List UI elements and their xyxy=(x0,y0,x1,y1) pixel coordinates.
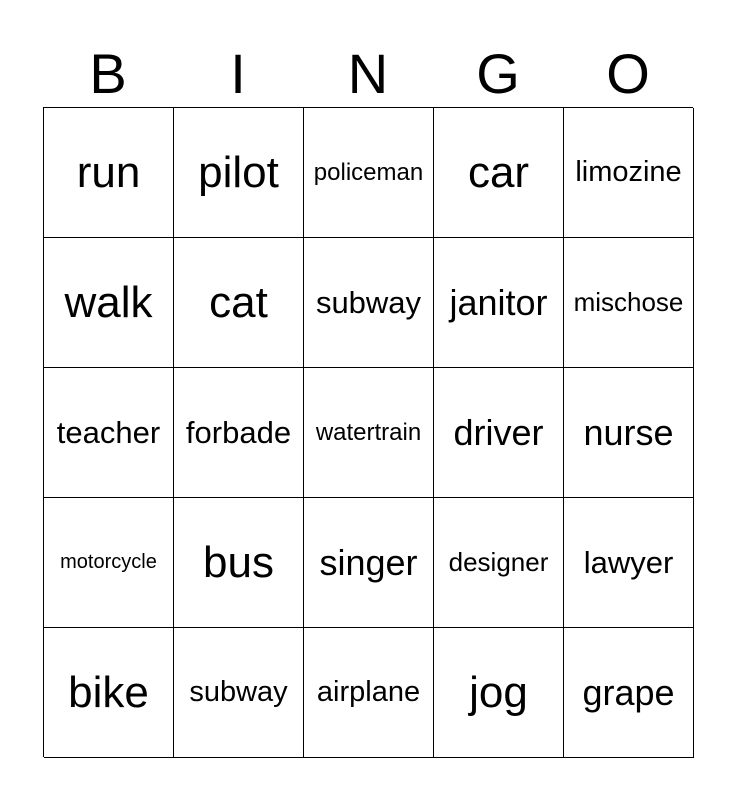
bingo-cell[interactable]: singer xyxy=(304,498,434,628)
bingo-cell[interactable]: limozine xyxy=(564,108,694,238)
bingo-cell[interactable]: watertrain xyxy=(304,368,434,498)
header-letter-o: O xyxy=(606,42,650,105)
bingo-cell[interactable]: nurse xyxy=(564,368,694,498)
bingo-header xyxy=(43,40,693,108)
bingo-cell[interactable]: lawyer xyxy=(564,498,694,628)
bingo-cell[interactable]: airplane xyxy=(304,628,434,758)
bingo-cell[interactable]: designer xyxy=(434,498,564,628)
bingo-cell[interactable]: subway xyxy=(304,238,434,368)
bingo-cell[interactable]: janitor xyxy=(434,238,564,368)
bingo-cell[interactable]: car xyxy=(434,108,564,238)
bingo-cell[interactable]: grape xyxy=(564,628,694,758)
bingo-cell[interactable]: jog xyxy=(434,628,564,758)
header-letter-b: B xyxy=(89,42,127,105)
bingo-card-grid xyxy=(43,107,693,757)
bingo-cell[interactable]: walk xyxy=(44,238,174,368)
bingo-cell[interactable]: pilot xyxy=(174,108,304,238)
header-letter-n: N xyxy=(347,42,389,105)
bingo-cell[interactable]: teacher xyxy=(44,368,174,498)
header-letter-g: G xyxy=(476,42,520,105)
bingo-cell[interactable]: driver xyxy=(434,368,564,498)
bingo-cell[interactable]: mischose xyxy=(564,238,694,368)
bingo-cell[interactable]: motorcycle xyxy=(44,498,174,628)
bingo-cell[interactable]: run xyxy=(44,108,174,238)
bingo-cell[interactable]: forbade xyxy=(174,368,304,498)
bingo-cell[interactable]: policeman xyxy=(304,108,434,238)
bingo-cell[interactable]: bus xyxy=(174,498,304,628)
bingo-cell[interactable]: bike xyxy=(44,628,174,758)
header-letter-i: I xyxy=(230,42,246,105)
bingo-cell[interactable]: subway xyxy=(174,628,304,758)
bingo-cell[interactable]: cat xyxy=(174,238,304,368)
